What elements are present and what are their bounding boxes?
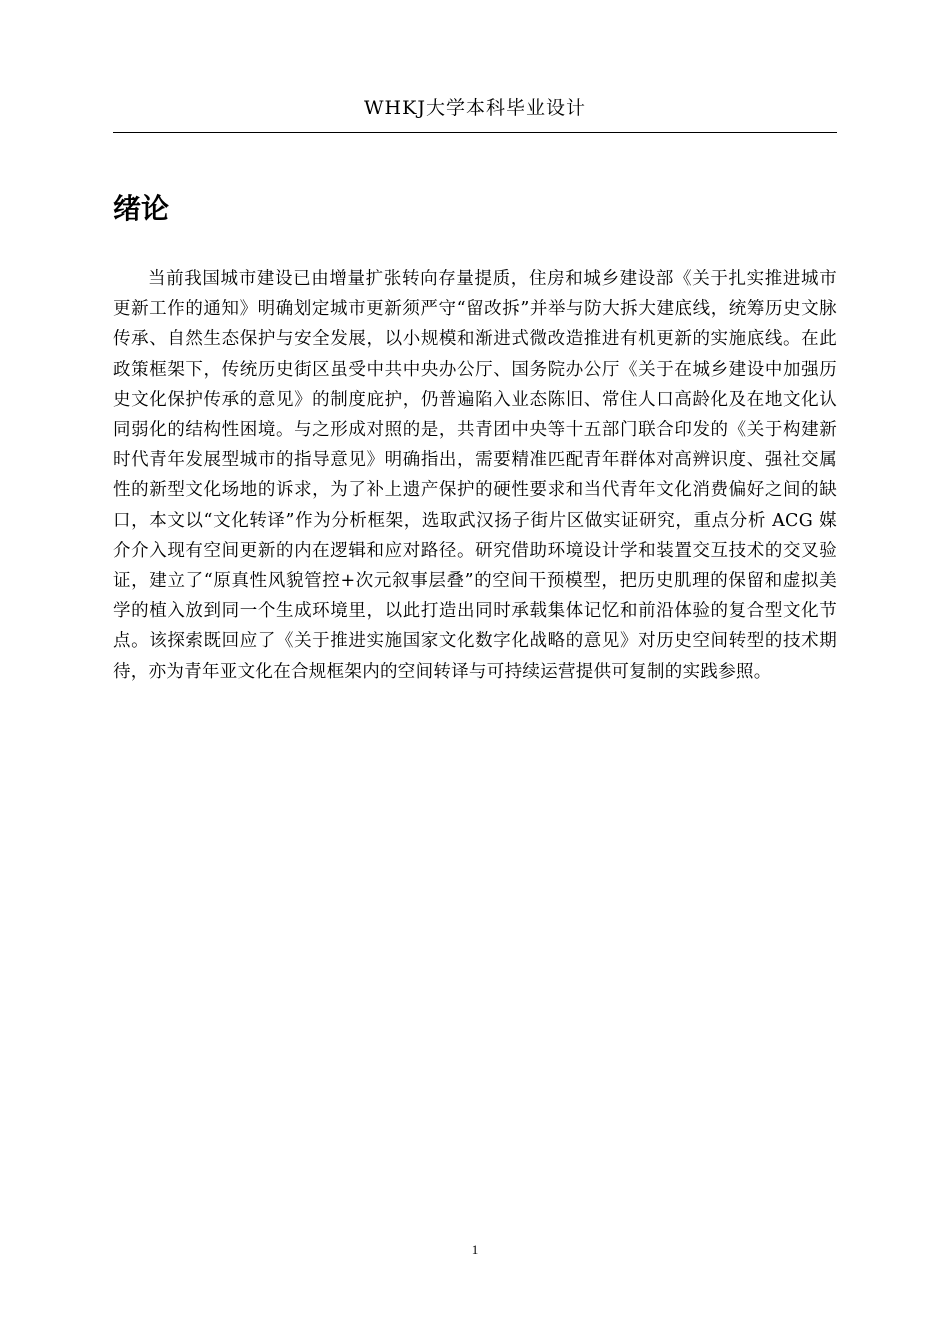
chapter-title: 绪论 (113, 192, 170, 225)
page-header: WHKJ大学本科毕业设计 (364, 97, 586, 119)
page-number: 1 (471, 1242, 479, 1257)
body-paragraph: 当前我国城市建设已由增量扩张转向存量提质，住房和城乡建设部《关于扎实推进城市更新工作的通知》明确划定城市更新须严守“留改拆”并举与防大拆大建底线，统筹历史文脉传承、自然生态保护与安全发展，以小规模和渐进式微改造推进有机更新的实施底线。在此政策框架下，传统历史街区虽受中共中央办公厅、国务院办公厅《关于在城乡建设中加强历史文化保护传承的意见》的制度庇护，仍普遍陷入业态陈旧、常住人口高龄化及在地文化认同弱化的结构性困境。与之形成对照的是，共青团中央等十五部门联合印发的《关于构建新时代青年发展型城市的指导意见》明确指出，需要精准匹配青年群体对高辨识度、强社交属性的新型文化场地的诉求，为了补上遗产保护的硬性要求和当代青年文化消费偏好之间的缺口，本文以“文化转译”作为分析框架，选取武汉扬子街片区做实证研究，重点分析 ACG 媒介介入现有空间更新的内在逻辑和应对路径。研究借助环境设计学和装置交互技术的交叉验证，建立了“原真性风貌管控+次元叙事层叠”的空间干预模型，把历史肌理的保留和虚拟美学的植入放到同一个生成环境里，以此打造出同时承载集体记忆和前沿体验的复合型文化节点。该探索既回应了《关于推进实施国家文化数字化战略的意见》对历史空间转型的技术期待，亦为青年亚文化在合规框架内的空间转译与可持续运营提供可复制的实践参照。 (113, 269, 837, 682)
header-divider (113, 132, 837, 133)
